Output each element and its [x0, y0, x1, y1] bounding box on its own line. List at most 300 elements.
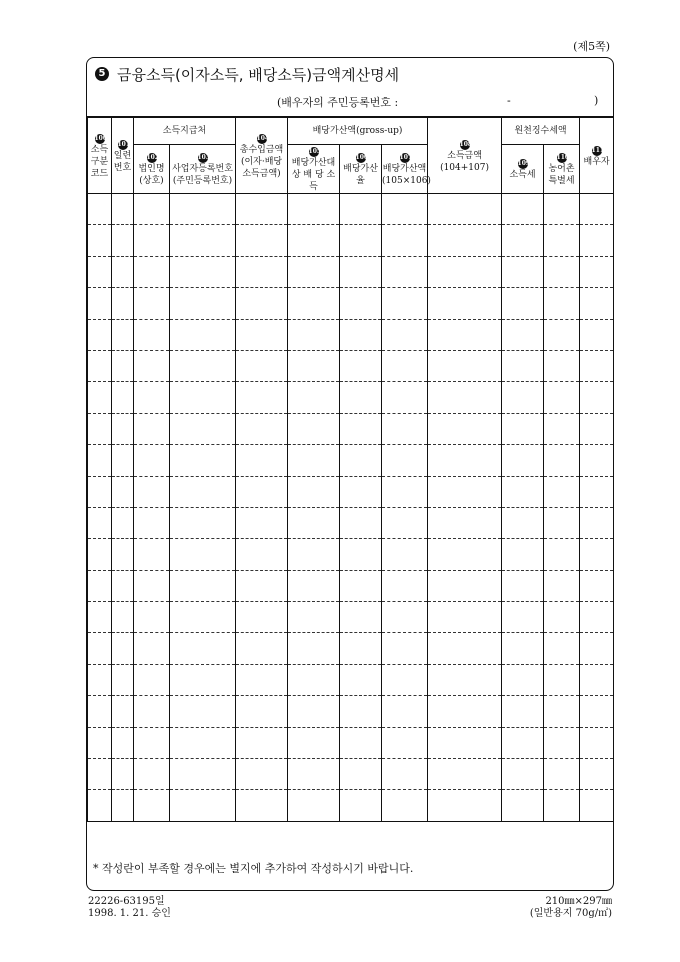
table-cell[interactable]: [502, 790, 544, 821]
header-corp-name-num: 102: [146, 154, 160, 161]
table-cell[interactable]: [112, 350, 134, 381]
header-income-tax-num: 109: [517, 160, 531, 167]
table-cell[interactable]: [288, 790, 340, 821]
table-cell[interactable]: [288, 570, 340, 601]
table-cell[interactable]: [502, 350, 544, 381]
table-cell[interactable]: [288, 664, 340, 695]
table-cell[interactable]: [88, 319, 112, 350]
table-cell[interactable]: [580, 288, 614, 319]
header-income-code: [88, 118, 112, 194]
table-cell[interactable]: [236, 194, 288, 225]
table-cell[interactable]: [544, 194, 580, 225]
table-cell[interactable]: [236, 288, 288, 319]
header-grossup-amount-num: 107: [399, 154, 413, 161]
paper-type: (일반용지 70g/㎡): [529, 908, 612, 919]
table-cell[interactable]: [112, 759, 134, 790]
table-cell[interactable]: [382, 507, 428, 538]
table-cell[interactable]: [428, 350, 502, 381]
table-cell[interactable]: [502, 664, 544, 695]
table-cell[interactable]: [112, 256, 134, 287]
table-cell[interactable]: [134, 696, 170, 727]
table-cell[interactable]: [170, 507, 236, 538]
table-cell[interactable]: [428, 727, 502, 758]
header-business-reg-no-num: 103: [197, 154, 211, 161]
table-cell[interactable]: [340, 633, 382, 664]
table-cell[interactable]: [170, 570, 236, 601]
table-row: [88, 727, 614, 758]
table-cell[interactable]: [288, 602, 340, 633]
table-cell[interactable]: [502, 194, 544, 225]
table-cell[interactable]: [428, 759, 502, 790]
table-cell[interactable]: [170, 790, 236, 821]
table-cell[interactable]: [236, 413, 288, 444]
table-cell[interactable]: [236, 225, 288, 256]
table-cell[interactable]: [236, 319, 288, 350]
table-row: [88, 696, 614, 727]
table-cell[interactable]: [134, 507, 170, 538]
table-cell[interactable]: [580, 539, 614, 570]
table-cell[interactable]: [288, 413, 340, 444]
table-row: [88, 759, 614, 790]
header-corp-name: [134, 145, 170, 194]
header-total-income-label: 총수입금액 (이자·배당 소득금액): [239, 144, 284, 179]
header-corp-name-label: 법인명 (상호): [138, 164, 165, 186]
table-cell[interactable]: [544, 382, 580, 413]
table-cell[interactable]: [112, 507, 134, 538]
table-cell[interactable]: [134, 476, 170, 507]
table-cell[interactable]: [544, 288, 580, 319]
table-cell[interactable]: [88, 194, 112, 225]
table-cell[interactable]: [382, 539, 428, 570]
spouse-id-row: [87, 90, 613, 117]
header-income-tax: [502, 145, 544, 194]
table-cell[interactable]: [544, 539, 580, 570]
table-cell[interactable]: [288, 288, 340, 319]
table-cell[interactable]: [288, 696, 340, 727]
table-cell[interactable]: [134, 350, 170, 381]
table-cell[interactable]: [382, 664, 428, 695]
table-cell[interactable]: [170, 696, 236, 727]
page-number: (제5쪽): [573, 40, 610, 53]
table-cell[interactable]: [502, 539, 544, 570]
table-cell[interactable]: [288, 256, 340, 287]
table-cell[interactable]: [288, 350, 340, 381]
table-cell[interactable]: [112, 570, 134, 601]
table-cell[interactable]: [112, 633, 134, 664]
table-cell[interactable]: [544, 476, 580, 507]
header-dividend-base: [288, 145, 340, 194]
table-row: [88, 602, 614, 633]
table-cell[interactable]: [428, 319, 502, 350]
table-cell[interactable]: [544, 445, 580, 476]
table-cell[interactable]: [340, 476, 382, 507]
table-cell[interactable]: [288, 727, 340, 758]
table-cell[interactable]: [88, 507, 112, 538]
form-code-block: [88, 896, 171, 920]
table-cell[interactable]: [382, 288, 428, 319]
table-cell[interactable]: [288, 194, 340, 225]
spouse-id-label: (배우자의 주민등록번호 :: [277, 96, 399, 109]
table-cell[interactable]: [236, 350, 288, 381]
table-cell[interactable]: [580, 633, 614, 664]
table-cell[interactable]: [88, 664, 112, 695]
table-cell[interactable]: [236, 602, 288, 633]
table-cell[interactable]: [502, 256, 544, 287]
table-cell[interactable]: [502, 759, 544, 790]
footnote: * 작성란이 부족할 경우에는 별지에 추가하여 작성하시기 바랍니다.: [93, 862, 414, 875]
table-cell[interactable]: [428, 225, 502, 256]
table-cell[interactable]: [428, 696, 502, 727]
table-cell[interactable]: [580, 602, 614, 633]
table-cell[interactable]: [288, 225, 340, 256]
table-cell[interactable]: [88, 382, 112, 413]
table-cell[interactable]: [170, 382, 236, 413]
table-cell[interactable]: [544, 413, 580, 444]
table-cell[interactable]: [112, 288, 134, 319]
table-cell[interactable]: [544, 696, 580, 727]
header-business-reg-no-label: 사업자등록번호 (주민등록번호): [172, 164, 233, 186]
table-cell[interactable]: [88, 790, 112, 821]
table-cell[interactable]: [502, 633, 544, 664]
table-cell[interactable]: [134, 790, 170, 821]
paper-spec-block: [530, 896, 612, 920]
header-total-income-num: 104: [256, 134, 270, 142]
table-cell[interactable]: [580, 476, 614, 507]
table-cell[interactable]: [170, 413, 236, 444]
table-cell[interactable]: [236, 664, 288, 695]
table-cell[interactable]: [170, 288, 236, 319]
table-cell[interactable]: [88, 570, 112, 601]
table-cell[interactable]: [112, 696, 134, 727]
table-cell[interactable]: [134, 382, 170, 413]
table-cell[interactable]: [502, 727, 544, 758]
table-cell[interactable]: [428, 288, 502, 319]
table-cell[interactable]: [340, 696, 382, 727]
table-cell[interactable]: [112, 382, 134, 413]
header-dividend-base-num: 105: [308, 148, 322, 155]
header-grossup-amount: [382, 145, 431, 194]
table-cell[interactable]: [340, 350, 382, 381]
table-cell[interactable]: [340, 413, 382, 444]
table-cell[interactable]: [170, 759, 236, 790]
table-cell[interactable]: [134, 319, 170, 350]
table-cell[interactable]: [112, 476, 134, 507]
table-cell[interactable]: [340, 288, 382, 319]
table-cell[interactable]: [580, 194, 614, 225]
spouse-id-dash: -: [507, 94, 511, 107]
table-cell[interactable]: [544, 633, 580, 664]
table-row: [88, 790, 614, 821]
table-cell[interactable]: [382, 319, 428, 350]
table-cell[interactable]: [88, 602, 112, 633]
table-row: [88, 445, 614, 476]
table-cell[interactable]: [112, 194, 134, 225]
table-cell[interactable]: [134, 570, 170, 601]
table-cell[interactable]: [382, 570, 428, 601]
table-cell[interactable]: [236, 727, 288, 758]
header-income-code-num: 100: [94, 134, 108, 142]
table-cell[interactable]: [170, 350, 236, 381]
table-cell[interactable]: [428, 382, 502, 413]
table-cell[interactable]: [134, 225, 170, 256]
table-cell[interactable]: [236, 696, 288, 727]
table-row: [88, 507, 614, 538]
table-cell[interactable]: [170, 727, 236, 758]
table-cell[interactable]: [428, 476, 502, 507]
table-cell[interactable]: [580, 664, 614, 695]
table-cell[interactable]: [502, 445, 544, 476]
table-cell[interactable]: [112, 602, 134, 633]
table-cell[interactable]: [428, 602, 502, 633]
table-cell[interactable]: [236, 539, 288, 570]
table-cell[interactable]: [88, 759, 112, 790]
table-cell[interactable]: [340, 382, 382, 413]
table-row: [88, 570, 614, 601]
table-cell[interactable]: [236, 633, 288, 664]
table-cell[interactable]: [502, 319, 544, 350]
table-row: [88, 256, 614, 287]
table-cell[interactable]: [428, 445, 502, 476]
table-cell[interactable]: [88, 727, 112, 758]
table-cell[interactable]: [428, 507, 502, 538]
table-cell[interactable]: [134, 602, 170, 633]
income-table: [87, 117, 614, 822]
table-cell[interactable]: [544, 350, 580, 381]
table-cell[interactable]: [544, 319, 580, 350]
table-row: [88, 350, 614, 381]
table-cell[interactable]: [88, 445, 112, 476]
header-serial-no-label: 일련 번호: [113, 150, 132, 173]
table-cell[interactable]: [580, 382, 614, 413]
table-cell[interactable]: [340, 256, 382, 287]
table-cell[interactable]: [382, 350, 428, 381]
table-cell[interactable]: [580, 225, 614, 256]
table-cell[interactable]: [580, 696, 614, 727]
table-cell[interactable]: [340, 602, 382, 633]
table-cell[interactable]: [580, 256, 614, 287]
header-total-income: [236, 118, 288, 194]
table-cell[interactable]: [112, 319, 134, 350]
table-cell[interactable]: [236, 256, 288, 287]
table-cell[interactable]: [236, 476, 288, 507]
header-spouse: [580, 118, 614, 194]
table-row: [88, 288, 614, 319]
table-cell[interactable]: [428, 256, 502, 287]
table-cell[interactable]: [502, 696, 544, 727]
table-cell[interactable]: [236, 445, 288, 476]
header-income-tax-label: 소득세: [509, 170, 536, 180]
table-cell[interactable]: [544, 727, 580, 758]
table-cell[interactable]: [340, 507, 382, 538]
header-withholding: 원천징수세액: [502, 118, 580, 145]
table-cell[interactable]: [502, 570, 544, 601]
table-cell[interactable]: [544, 664, 580, 695]
table-cell[interactable]: [382, 633, 428, 664]
table-cell[interactable]: [112, 539, 134, 570]
table-cell[interactable]: [112, 413, 134, 444]
table-body: [88, 194, 614, 822]
header-serial-no: [112, 118, 134, 194]
table-cell[interactable]: [112, 445, 134, 476]
section-number-badge: 5: [95, 67, 109, 81]
table-cell[interactable]: [544, 225, 580, 256]
table-row: [88, 539, 614, 570]
approval-date: 1998. 1. 21. 승인: [88, 908, 171, 919]
table-cell[interactable]: [502, 382, 544, 413]
table-cell[interactable]: [288, 445, 340, 476]
table-cell[interactable]: [170, 664, 236, 695]
table-cell[interactable]: [340, 570, 382, 601]
table-cell[interactable]: [502, 413, 544, 444]
table-cell[interactable]: [382, 225, 428, 256]
table-cell[interactable]: [382, 696, 428, 727]
table-cell[interactable]: [502, 476, 544, 507]
table-cell[interactable]: [112, 664, 134, 695]
table-cell[interactable]: [544, 256, 580, 287]
table-cell[interactable]: [112, 727, 134, 758]
table-cell[interactable]: [502, 602, 544, 633]
table-cell[interactable]: [580, 319, 614, 350]
table-cell[interactable]: [170, 445, 236, 476]
table-cell[interactable]: [170, 194, 236, 225]
table-cell[interactable]: [340, 790, 382, 821]
table-cell[interactable]: [288, 476, 340, 507]
table-cell[interactable]: [340, 539, 382, 570]
table-cell[interactable]: [170, 319, 236, 350]
table-cell[interactable]: [544, 759, 580, 790]
table-cell[interactable]: [580, 759, 614, 790]
table-cell[interactable]: [134, 256, 170, 287]
table-cell[interactable]: [382, 256, 428, 287]
table-cell[interactable]: [428, 570, 502, 601]
table-cell[interactable]: [236, 790, 288, 821]
table-cell[interactable]: [580, 790, 614, 821]
table-cell[interactable]: [170, 539, 236, 570]
table-row: [88, 319, 614, 350]
table-cell[interactable]: [236, 570, 288, 601]
table-cell[interactable]: [288, 507, 340, 538]
table-cell[interactable]: [382, 413, 428, 444]
table-cell[interactable]: [340, 664, 382, 695]
table-cell[interactable]: [134, 727, 170, 758]
table-cell[interactable]: [288, 633, 340, 664]
table-cell[interactable]: [382, 759, 428, 790]
table-row: [88, 194, 614, 225]
table-cell[interactable]: [382, 602, 428, 633]
table-cell[interactable]: [428, 633, 502, 664]
table-cell[interactable]: [544, 790, 580, 821]
table-row: [88, 476, 614, 507]
table-cell[interactable]: [134, 445, 170, 476]
table-cell[interactable]: [88, 476, 112, 507]
table-cell[interactable]: [382, 476, 428, 507]
table-row: [88, 664, 614, 695]
table-cell[interactable]: [134, 288, 170, 319]
table-cell[interactable]: [288, 382, 340, 413]
table-cell[interactable]: [170, 225, 236, 256]
table-cell[interactable]: [170, 256, 236, 287]
table-cell[interactable]: [502, 507, 544, 538]
table-cell[interactable]: [134, 413, 170, 444]
table-cell[interactable]: [88, 539, 112, 570]
table-cell[interactable]: [134, 633, 170, 664]
table-cell[interactable]: [428, 539, 502, 570]
table-cell[interactable]: [170, 476, 236, 507]
table-cell[interactable]: [236, 382, 288, 413]
table-cell[interactable]: [544, 602, 580, 633]
table-cell[interactable]: [340, 727, 382, 758]
form-frame: [86, 57, 614, 891]
table-cell[interactable]: [134, 539, 170, 570]
table-cell[interactable]: [382, 727, 428, 758]
table-cell[interactable]: [88, 633, 112, 664]
table-cell[interactable]: [580, 507, 614, 538]
table-cell[interactable]: [288, 759, 340, 790]
table-cell[interactable]: [88, 413, 112, 444]
table-cell[interactable]: [236, 759, 288, 790]
table-cell[interactable]: [112, 790, 134, 821]
table-cell[interactable]: [340, 445, 382, 476]
table-cell[interactable]: [544, 507, 580, 538]
table-cell[interactable]: [428, 790, 502, 821]
table-cell[interactable]: [88, 350, 112, 381]
header-income-amount-label: 소득금액 (104+107): [440, 150, 489, 173]
header-income-amount-num: 108: [459, 140, 473, 148]
table-cell[interactable]: [580, 413, 614, 444]
header-rural-tax-num: 110: [556, 154, 570, 161]
table-row: [88, 633, 614, 664]
table-cell[interactable]: [340, 759, 382, 790]
table-cell[interactable]: [580, 445, 614, 476]
table-cell[interactable]: [428, 194, 502, 225]
table-cell[interactable]: [340, 225, 382, 256]
table-cell[interactable]: [88, 288, 112, 319]
table-cell[interactable]: [134, 664, 170, 695]
table-cell[interactable]: [134, 759, 170, 790]
table-row: [88, 225, 614, 256]
table-cell[interactable]: [580, 727, 614, 758]
table-cell[interactable]: [382, 445, 428, 476]
table-cell[interactable]: [428, 413, 502, 444]
header-business-reg-no: [170, 145, 236, 194]
table-row: [88, 382, 614, 413]
table-cell[interactable]: [170, 633, 236, 664]
header-spouse-num: 111: [591, 146, 605, 154]
table-cell[interactable]: [428, 664, 502, 695]
table-cell[interactable]: [340, 194, 382, 225]
table-cell[interactable]: [382, 382, 428, 413]
table-cell[interactable]: [544, 570, 580, 601]
table-cell[interactable]: [382, 194, 428, 225]
table-cell[interactable]: [502, 225, 544, 256]
table-cell[interactable]: [88, 256, 112, 287]
table-cell[interactable]: [236, 507, 288, 538]
table-cell[interactable]: [340, 319, 382, 350]
header-income-payer: 소득지급처: [134, 118, 236, 145]
table-cell[interactable]: [382, 790, 428, 821]
table-cell[interactable]: [88, 225, 112, 256]
table-cell[interactable]: [288, 539, 340, 570]
table-cell[interactable]: [580, 350, 614, 381]
table-cell[interactable]: [170, 602, 236, 633]
table-cell[interactable]: [134, 194, 170, 225]
table-cell[interactable]: [580, 570, 614, 601]
table-cell[interactable]: [88, 696, 112, 727]
table-cell[interactable]: [288, 319, 340, 350]
table-cell[interactable]: [112, 225, 134, 256]
table-cell[interactable]: [502, 288, 544, 319]
form-code: 22226-63195일: [88, 896, 165, 907]
